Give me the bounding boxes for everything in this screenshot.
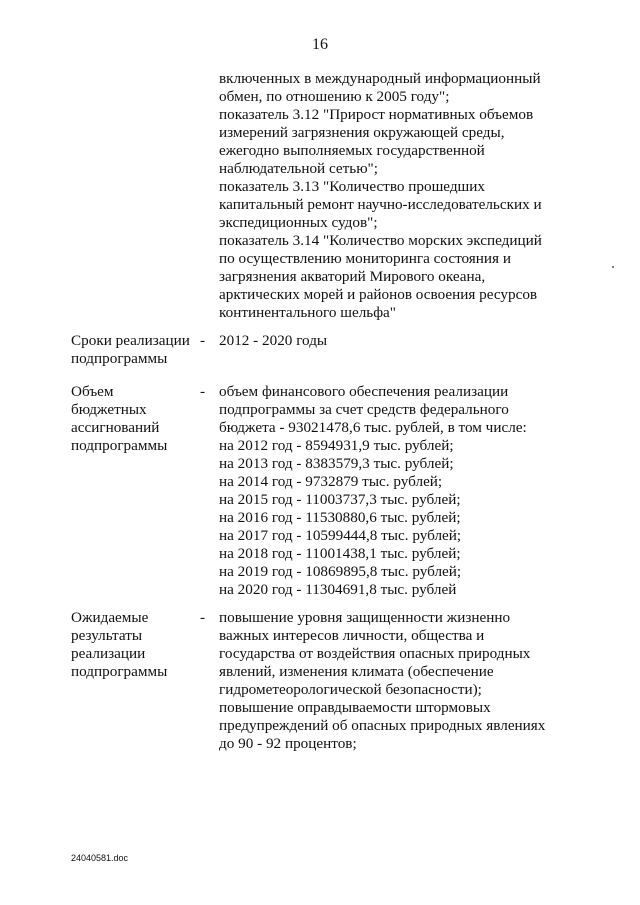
section-value-line: явлений, изменения климата (обеспечение: [219, 663, 494, 680]
section-value-line: до 90 - 92 процентов;: [219, 735, 357, 752]
section-value-line: на 2019 год - 10869895,8 тыс. рублей;: [219, 563, 462, 580]
intro-line: по осуществлению мониторинга состояния и: [219, 250, 511, 267]
section-value-line: важных интересов личности, общества и: [219, 627, 485, 644]
section-label-line: ассигнований: [71, 419, 160, 436]
section-value-line: повышение уровня защищенности жизненно: [219, 609, 511, 626]
section-dash: -: [200, 332, 206, 349]
section-value-line: на 2020 год - 11304691,8 тыс. рублей: [219, 581, 457, 598]
intro-line: показатель 3.13 "Количество прошедших: [219, 178, 485, 195]
section-value-line: на 2014 год - 9732879 тыс. рублей;: [219, 473, 443, 490]
section-value-line: повышение оправдываемости штормовых: [219, 699, 491, 716]
intro-line: обмен, по отношению к 2005 году";: [219, 88, 450, 105]
intro-line: показатель 3.12 "Прирост нормативных объемов: [219, 106, 534, 123]
section-value-line: на 2015 год - 11003737,3 тыс. рублей;: [219, 491, 461, 508]
section-label-line: Ожидаемые: [71, 609, 149, 626]
section-value-line: объем финансового обеспечения реализации: [219, 383, 509, 400]
intro-line: наблюдательной сетью";: [219, 160, 378, 177]
section-label-line: Объем: [71, 383, 114, 400]
page-number: 16: [312, 36, 328, 53]
section-value-line: на 2016 год - 11530880,6 тыс. рублей;: [219, 509, 461, 526]
section-value-line: бюджета - 93021478,6 тыс. рублей, в том числе:: [219, 419, 527, 436]
intro-line: континентального шельфа": [219, 304, 396, 321]
intro-line: включенных в международный информационный: [219, 70, 541, 87]
section-label-line: реализации: [71, 645, 146, 662]
scan-speck: [612, 266, 614, 268]
section-value-line: 2012 - 2020 годы: [219, 332, 328, 349]
section-label-line: бюджетных: [71, 401, 147, 418]
section-value-line: предупреждений об опасных природных явлениях: [219, 717, 546, 734]
intro-line: ежегодно выполняемых государственной: [219, 142, 485, 159]
section-dash: -: [200, 383, 206, 400]
footer-doc-code: 24040581.doc: [71, 853, 129, 863]
section-label-line: подпрограммы: [71, 437, 168, 454]
section-dash: -: [200, 609, 206, 626]
intro-line: загрязнения акваторий Мирового океана,: [219, 268, 486, 285]
section-label-line: Сроки реализации: [71, 332, 190, 349]
intro-line: измерений загрязнения окружающей среды,: [219, 124, 505, 141]
section-value-line: гидрометеорологической безопасности);: [219, 681, 482, 698]
section-label-line: подпрограммы: [71, 350, 168, 367]
section-value-line: подпрограммы за счет средств федерального: [219, 401, 509, 418]
intro-line: экспедиционных судов";: [219, 214, 378, 231]
section-value-line: на 2017 год - 10599444,8 тыс. рублей;: [219, 527, 462, 544]
section-value-line: на 2012 год - 8594931,9 тыс. рублей;: [219, 437, 454, 454]
section-label-line: подпрограммы: [71, 663, 168, 680]
section-label-line: результаты: [71, 627, 143, 644]
section-value-line: на 2018 год - 11001438,1 тыс. рублей;: [219, 545, 461, 562]
intro-line: показатель 3.14 "Количество морских экспедиций: [219, 232, 542, 249]
section-value-line: государства от воздействия опасных природных: [219, 645, 531, 662]
intro-line: капитальный ремонт научно-исследовательских и: [219, 196, 542, 213]
section-value-line: на 2013 год - 8383579,3 тыс. рублей;: [219, 455, 454, 472]
intro-line: арктических морей и районов освоения ресурсов: [219, 286, 538, 303]
